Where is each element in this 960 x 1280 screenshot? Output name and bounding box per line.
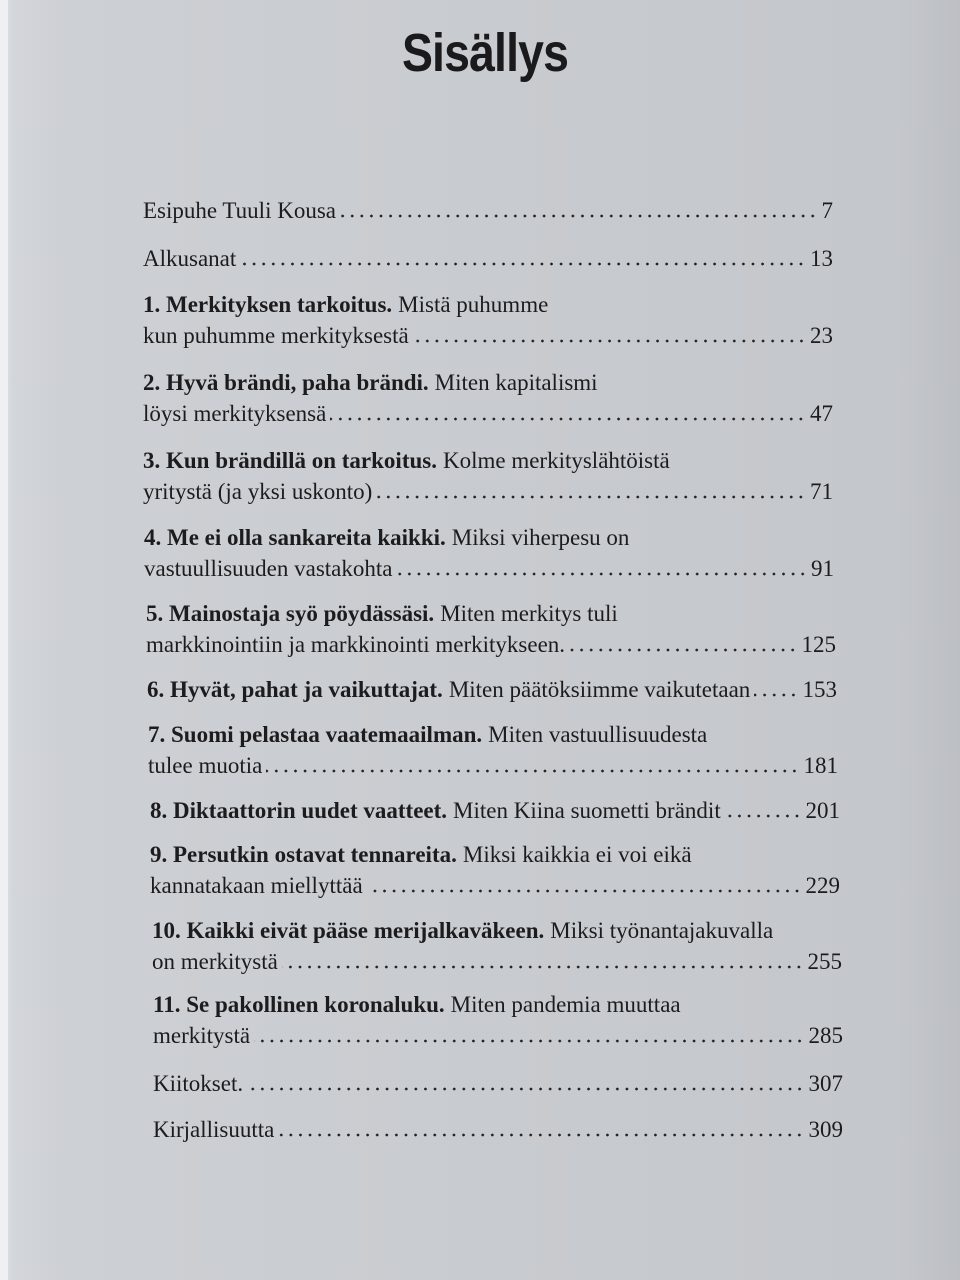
- chapter-subtitle-cont: tulee muotia: [148, 753, 263, 778]
- chapter-subtitle: Mistä puhumme: [398, 292, 549, 317]
- chapter-title: 9. Persutkin ostavat tennareita.: [150, 842, 457, 867]
- page-number: 285: [808, 1023, 843, 1048]
- toc-entry-line: [148, 719, 838, 750]
- toc-entry-line: [148, 750, 838, 781]
- chapter-title: 4. Me ei olla sankareita kaikki.: [144, 525, 446, 550]
- chapter-title: 5. Mainostaja syö pöydässäsi.: [146, 601, 435, 626]
- toc-entry-line: [150, 839, 840, 870]
- toc-entry-line: [143, 243, 833, 274]
- toc-entry: [143, 289, 833, 351]
- toc-entry: [150, 839, 840, 901]
- chapter-subtitle-cont: on merkitystä: [152, 949, 278, 974]
- chapter-title: 7. Suomi pelastaa vaatemaailman.: [148, 722, 483, 747]
- toc-entry-line: [144, 553, 834, 584]
- dot-leader: [397, 572, 808, 576]
- toc-entry-line: [153, 1020, 843, 1051]
- dot-leader: [240, 262, 806, 266]
- chapter-title: 10. Kaikki eivät pääse merijalkaväkeen.: [152, 918, 545, 943]
- chapter-subtitle: Alkusanat: [143, 246, 237, 271]
- page-number: 229: [805, 873, 840, 898]
- chapter-title: 2. Hyvä brändi, paha brändi.: [143, 370, 429, 395]
- toc-entry-line: [147, 674, 837, 705]
- page-edge: [0, 0, 8, 1280]
- toc-entry: [148, 719, 838, 781]
- chapter-subtitle: Kiitokset.: [153, 1071, 244, 1096]
- toc-entry: [153, 1068, 843, 1099]
- toc-entry: [143, 367, 833, 429]
- chapter-subtitle: Miksi työnantajakuvalla: [550, 918, 774, 943]
- toc-entry: [150, 795, 840, 826]
- toc-entry-line: [144, 522, 834, 553]
- dot-leader: [367, 889, 802, 893]
- toc-entry-line: [152, 946, 842, 977]
- chapter-subtitle: Esipuhe Tuuli Kousa: [143, 198, 336, 223]
- chapter-subtitle-cont: yritystä (ja yksi uskonto): [143, 479, 373, 504]
- page-number: 307: [808, 1071, 843, 1096]
- toc-entry: [144, 522, 834, 584]
- chapter-subtitle: Miten vastuullisuudesta: [488, 722, 708, 747]
- chapter-subtitle: Miksi kaikkia ei voi eikä: [462, 842, 692, 867]
- dot-leader: [725, 814, 802, 818]
- page-number: 255: [807, 949, 842, 974]
- chapter-title: 3. Kun brändillä on tarkoitus.: [143, 448, 437, 473]
- toc-entry-line: [143, 476, 833, 507]
- toc-entry: [147, 674, 837, 705]
- chapter-title: 8. Diktaattorin uudet vaatteet.: [150, 798, 448, 823]
- toc-entry-line: [152, 915, 842, 946]
- toc-entry-line: [150, 795, 840, 826]
- chapter-subtitle: Kirjallisuutta: [153, 1117, 275, 1142]
- chapter-title: 11. Se pakollinen koronaluku.: [153, 992, 445, 1017]
- page-number: 181: [803, 753, 838, 778]
- page-number: 309: [808, 1117, 843, 1142]
- toc-entry: [143, 445, 833, 507]
- toc-entry-line: [146, 598, 836, 629]
- dot-leader: [254, 1039, 804, 1043]
- chapter-subtitle-cont: merkitystä: [153, 1023, 251, 1048]
- dot-leader: [282, 965, 804, 969]
- toc-entry: [153, 989, 843, 1051]
- chapter-title: 1. Merkityksen tarkoitus.: [143, 292, 393, 317]
- chapter-subtitle: Miten kapitalismi: [434, 370, 598, 395]
- chapter-subtitle-cont: kun puhumme merkityksestä: [143, 323, 409, 348]
- chapter-subtitle: Miten pandemia muuttaa: [450, 992, 681, 1017]
- toc-entry-line: [143, 367, 833, 398]
- page-number: 153: [802, 677, 837, 702]
- toc-entry-line: [153, 1068, 843, 1099]
- page-number: 47: [810, 401, 833, 426]
- toc-entry-line: [143, 320, 833, 351]
- toc-entry: [143, 195, 833, 226]
- toc-entry-line: [143, 289, 833, 320]
- page-number: 91: [811, 556, 834, 581]
- chapter-subtitle: Kolme merkityslähtöistä: [442, 448, 670, 473]
- chapter-subtitle: Miten Kiina suometti brändit: [453, 798, 721, 823]
- dot-leader: [413, 339, 806, 343]
- toc-entry-line: [146, 629, 836, 660]
- page-number: 23: [810, 323, 833, 348]
- toc-entry: [153, 1114, 843, 1145]
- chapter-subtitle-cont: kannatakaan miellyttää: [150, 873, 363, 898]
- chapter-subtitle: Miten päätöksiimme vaikutetaan: [448, 677, 751, 702]
- toc-entry-line: [150, 870, 840, 901]
- dot-leader: [569, 648, 797, 652]
- toc-entry-line: [153, 1114, 843, 1145]
- page-title: Sisällys: [401, 23, 569, 83]
- dot-leader: [754, 693, 798, 697]
- dot-leader: [330, 417, 806, 421]
- chapter-subtitle-cont: löysi merkityksensä: [143, 401, 327, 426]
- chapter-subtitle: Miksi viherpesu on: [451, 525, 630, 550]
- dot-leader: [247, 1087, 804, 1091]
- page-number: 125: [801, 632, 836, 657]
- toc-entry-line: [143, 195, 833, 226]
- chapter-title: 6. Hyvät, pahat ja vaikuttajat.: [147, 677, 443, 702]
- chapter-subtitle: Miten merkitys tuli: [440, 601, 618, 626]
- toc-entry-line: [143, 398, 833, 429]
- toc-entry-line: [143, 445, 833, 476]
- toc-entry: [146, 598, 836, 660]
- toc-entry: [152, 915, 842, 977]
- page-number: 13: [810, 246, 833, 271]
- chapter-subtitle-cont: markkinointiin ja markkinointi merkitykseen.: [146, 632, 566, 657]
- page-number: 71: [810, 479, 833, 504]
- page-number: 7: [821, 198, 833, 223]
- dot-leader: [340, 214, 818, 218]
- toc-entry: [143, 243, 833, 274]
- dot-leader: [266, 769, 799, 773]
- toc-entry-line: [153, 989, 843, 1020]
- dot-leader: [376, 495, 806, 499]
- dot-leader: [278, 1133, 804, 1137]
- page-number: 201: [805, 798, 840, 823]
- chapter-subtitle-cont: vastuullisuuden vastakohta: [144, 556, 393, 581]
